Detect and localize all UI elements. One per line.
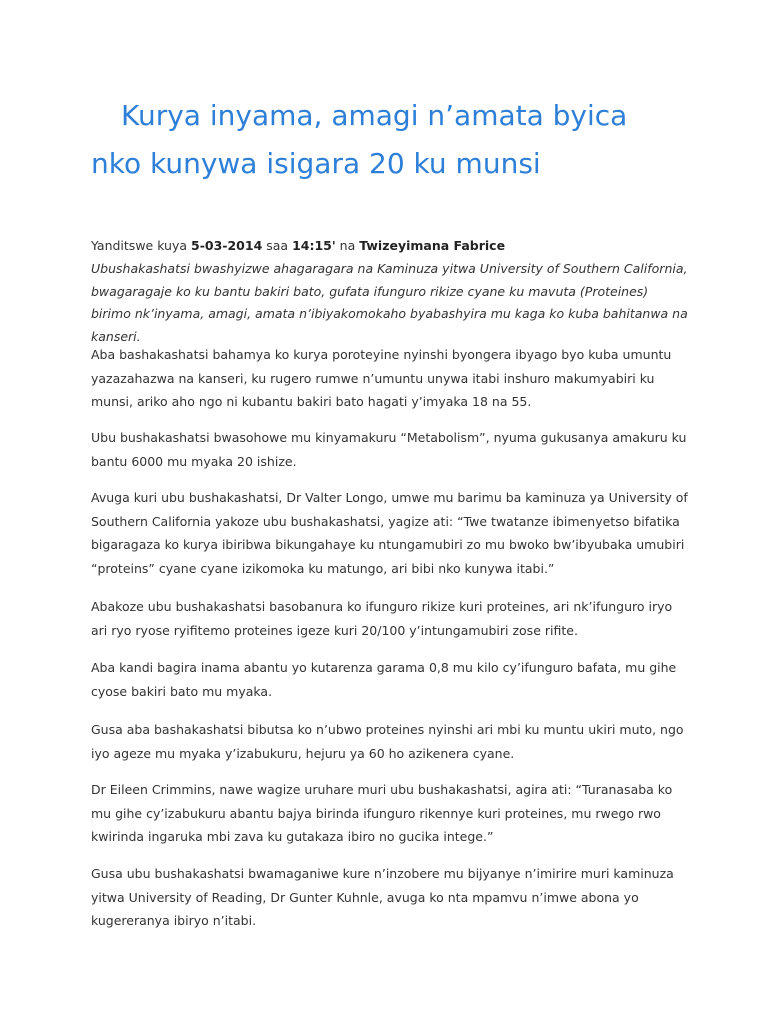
- byline-by: na: [335, 238, 360, 253]
- article-paragraph-2: Ubu bushakashatsi bwasohowe mu kinyamakuru “Metabolism”, nyuma gukusanya amakuru ku bantu 6000 mu myaka 20 ishize.: [91, 430, 687, 469]
- article-paragraph-4: Abakoze ubu bushakashatsi basobanura ko ifunguro rikize kuri proteines, ari nk’ifunguro iryo ari ryo ryose ryifitemo proteines igeze kuri 20/100 y’intungamubiri zose rifite.: [91, 599, 673, 638]
- article-paragraph-1: Aba bashakashatsi bahamya ko kurya poroteyine nyinshi byongera ibyago byo kuba umuntu yazazahazwa na kanseri, ku rugero rumwe n’umuntu unywa itabi inshuro makumyabiri ku munsi, ariko aho ngo ni kubantu bakiri bato hagati y’imyaka 18 na 55.: [91, 347, 672, 409]
- byline-prefix: Yanditswe kuya: [91, 238, 192, 253]
- article-intro: Ubushakashatsi bwashyizwe ahagaragara na Kaminuza yitwa University of Southern California, bwagaragaje ko ku bantu bakiri bato, gufata ifunguro rikize cyane ku mavuta (Proteines) birimo nk’inyama, amagi, amata n’ibiyakomokaho byabashyira mu kaga ko kuba bahitanwa na kanseri.: [91, 261, 688, 344]
- article-paragraph-7: Dr Eileen Crimmins, nawe wagize uruhare muri ubu bushakashatsi, agira ati: “Turanasaba ko mu gihe cy’izabukuru abantu bajya birinda ifunguro rikennye kuri proteines, mu rwego rwo kwirinda ingaruka mbi zava ku gutakaza ibiro no gucika intege.”: [91, 782, 673, 844]
- byline-date: 5-03-2014: [191, 238, 263, 253]
- byline-mid: saa: [262, 238, 293, 253]
- article-title: [91, 92, 631, 188]
- article-paragraph-6: Gusa aba bashakashatsi bibutsa ko n’ubwo proteines nyinshi ari mbi ku muntu ukiri muto, ngo iyo ageze mu myaka y’izabukuru, hejuru ya 60 ho azikenera cyane.: [91, 722, 684, 761]
- byline-time: 14:15': [292, 238, 336, 253]
- article-byline: [91, 235, 505, 257]
- article-title-text: Kurya inyama, amagi n’amata byica nko kunywa isigara 20 ku munsi: [91, 99, 628, 180]
- article-paragraph-8: Gusa ubu bushakashatsi bwamaganiwe kure n’inzobere mu bijyanye n’imirire muri kaminuza yitwa University of Reading, Dr Gunter Kuhnle, avuga ko nta mpamvu n’imwe abona yo kugereranya ibiryo n’itabi.: [91, 866, 674, 928]
- byline-author: Twizeyimana Fabrice: [359, 238, 506, 253]
- article-paragraph-3: Avuga kuri ubu bushakashatsi, Dr Valter Longo, umwe mu barimu ba kaminuza ya University of Southern California yakoze ubu bushakashatsi, yagize ati: “Twe twatanze ibimenyetso bifatika bigaragaza ko kurya ibiribwa bikungahaye ku ntungamubiri zo mu bwoko bw’ibyubaka umubiri “proteins” cyane cyane izikomoka ku matungo, ari bibi nko kunywa itabi.”: [91, 490, 688, 576]
- article-paragraph-5: Aba kandi bagira inama abantu yo kutarenza garama 0,8 mu kilo cy’ifunguro bafata, mu gihe cyose bakiri bato mu myaka.: [91, 660, 677, 699]
